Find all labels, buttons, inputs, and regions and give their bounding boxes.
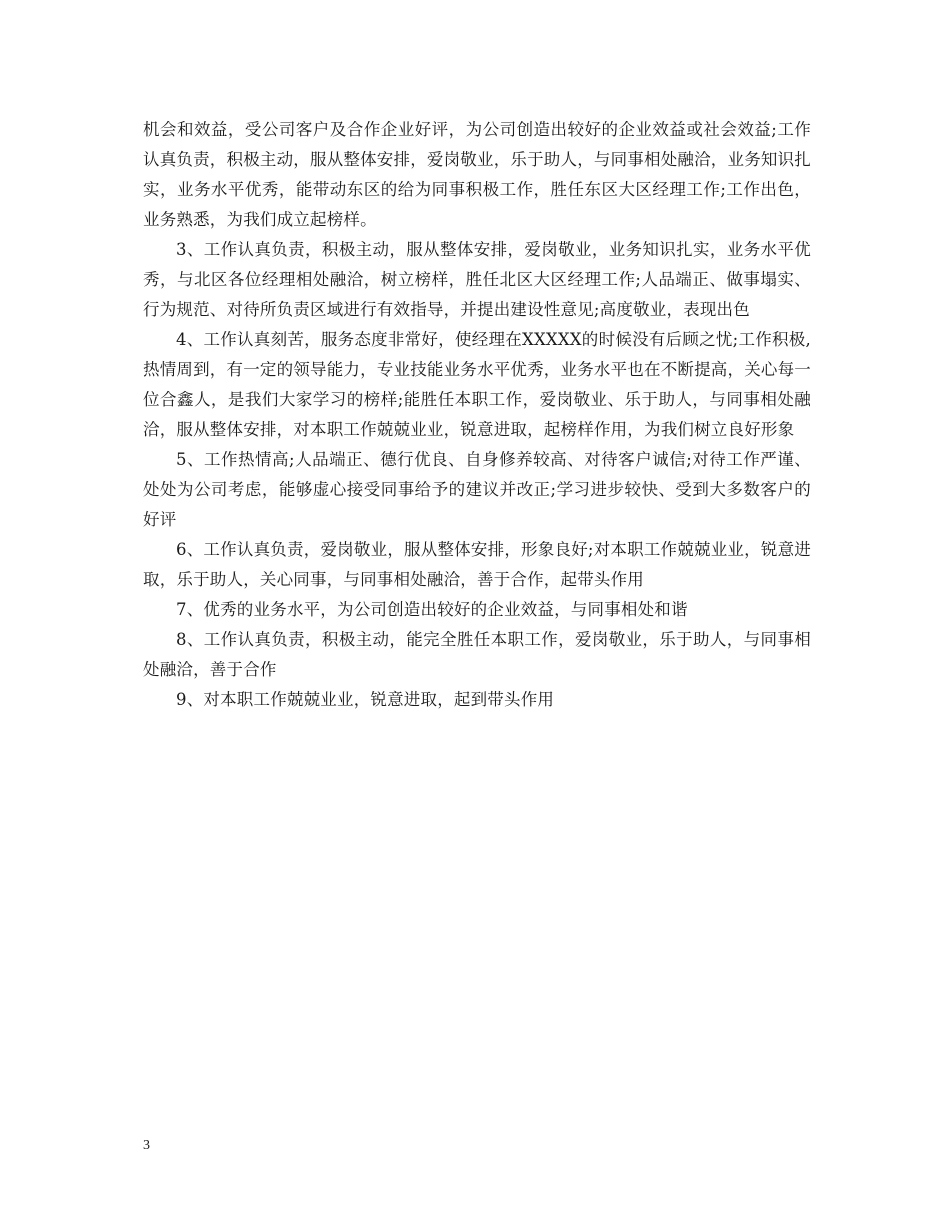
paragraph-item-7: 7、优秀的业务水平，为公司创造出较好的企业效益，与同事相处和谐 — [176, 600, 688, 619]
paragraph-item-9: 9、对本职工作兢兢业业，锐意进取，起到带头作用 — [176, 690, 555, 709]
paragraph-item-8: 8、工作认真负责，积极主动，能完全胜任本职工作，爱岗敬业，乐于助人，与同事相处融洽，善于合作 — [143, 630, 811, 679]
paragraph-item-5: 5、工作热情高;人品端正、德行优良、自身修养较高、对待客户诚信;对待工作严谨、处处为公司考虑，能够虚心接受同事给予的建议并改正;学习进步较快、受到大多数客户的好评 — [143, 450, 811, 529]
paragraph-item-3: 3、工作认真负责，积极主动，服从整体安排，爱岗敬业，业务知识扎实，业务水平优秀，与北区各位经理相处融洽，树立榜样，胜任北区大区经理工作;人品端正、做事塌实、行为规范、对待所负责区域进行有效指导，并提出建设性意见;高度敬业，表现出色 — [143, 240, 811, 319]
paragraph-item-4: 4、工作认真刻苦，服务态度非常好，使经理在XXXXX的时候没有后顾之忧;工作积极,热情周到，有一定的领导能力，专业技能业务水平优秀，业务水平也在不断提高，关心每一位合鑫人，是我们大家学习的榜样;能胜任本职工作，爱岗敬业、乐于助人，与同事相处融洽，服从整体安排，对本职工作兢兢业业，锐意进取，起榜样作用，为我们树立良好形象 — [143, 330, 811, 439]
paragraph-item-6: 6、工作认真负责，爱岗敬业，服从整体安排，形象良好;对本职工作兢兢业业，锐意进取，乐于助人，关心同事，与同事相处融洽，善于合作，起带头作用 — [143, 540, 811, 589]
paragraph-continuation: 机会和效益，受公司客户及合作企业好评，为公司创造出较好的企业效益或社会效益;工作认真负责，积极主动，服从整体安排，爱岗敬业，乐于助人，与同事相处融洽，业务知识扎实，业务水平优秀，能带动东区的给为同事积极工作，胜任东区大区经理工作;工作出色，业务熟悉，为我们成立起榜样。 — [143, 120, 811, 229]
document-body — [143, 115, 811, 715]
page-number: 3 — [143, 1138, 150, 1153]
